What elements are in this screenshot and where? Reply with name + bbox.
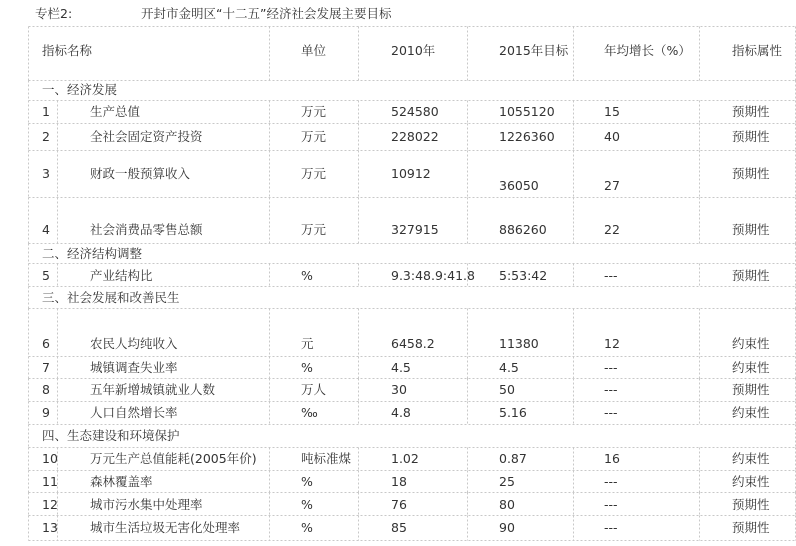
table-cell-v2015: 4.5 [499, 360, 519, 375]
table-cell-name: 社会消费品零售总额 [90, 222, 203, 237]
table-cell-v2010: 6458.2 [391, 336, 435, 351]
table-cell-name: 全社会固定资产投资 [90, 129, 203, 144]
table-cell-name: 农民人均纯收入 [90, 336, 178, 351]
table-cell-name: 万元生产总值能耗(2005年价) [90, 451, 257, 466]
table-cell-num: 11 [42, 474, 58, 489]
table-cell-num: 4 [42, 222, 50, 237]
column-header: 年均增长（%） [604, 43, 691, 58]
table-cell-name: 生产总值 [90, 104, 141, 119]
table-cell-v2015: 5.16 [499, 405, 527, 420]
table-cell-unit: % [301, 497, 313, 512]
table-cell-name: 城市污水集中处理率 [90, 497, 203, 512]
table-cell-attr: 约束性 [732, 451, 770, 466]
column-header: 2015年目标 [499, 43, 569, 58]
table-cell-attr: 约束性 [732, 405, 770, 420]
table-cell-num: 10 [42, 451, 58, 466]
table-cell-growth: --- [604, 405, 618, 420]
table-cell-v2010: 30 [391, 382, 407, 397]
section-heading: 四、生态建设和环境保护 [42, 428, 180, 443]
table-cell-attr: 约束性 [732, 474, 770, 489]
table-cell-unit: % [301, 268, 313, 283]
table-cell-growth: --- [604, 520, 618, 535]
table-cell-v2015: 50 [499, 382, 515, 397]
table-cell-unit: % [301, 474, 313, 489]
table-cell-v2015: 1055120 [499, 104, 555, 119]
table-cell-name: 人口自然增长率 [90, 405, 178, 420]
table-cell-attr: 预期性 [732, 104, 770, 119]
column-header: 指标属性 [732, 43, 783, 58]
table-cell-num: 7 [42, 360, 50, 375]
column-header: 指标名称 [42, 43, 93, 58]
table-cell-v2010: 228022 [391, 129, 439, 144]
table-cell-v2015: 5:53:42 [499, 268, 548, 283]
table-cell-unit: 万人 [301, 382, 327, 397]
column-header: 2010年 [391, 43, 436, 58]
table-cell-growth: --- [604, 497, 618, 512]
table-cell-v2015: 80 [499, 497, 515, 512]
column-header: 单位 [301, 43, 327, 58]
table-cell-growth: --- [604, 360, 618, 375]
table-cell-v2015: 1226360 [499, 129, 555, 144]
table-cell-attr: 预期性 [732, 129, 770, 144]
section-heading: 三、社会发展和改善民生 [42, 290, 180, 305]
section-heading: 一、经济发展 [42, 82, 118, 97]
table-cell-num: 5 [42, 268, 50, 283]
table-cell-unit: % [301, 520, 313, 535]
table-cell-growth: 40 [604, 129, 620, 144]
table-cell-unit: 万元 [301, 222, 327, 237]
table-cell-unit: % [301, 360, 313, 375]
table-cell-v2015: 90 [499, 520, 515, 535]
table-cell-num: 12 [42, 497, 58, 512]
table-cell-num: 6 [42, 336, 50, 351]
table-cell-attr: 预期性 [732, 222, 770, 237]
table-cell-v2010: 76 [391, 497, 407, 512]
title-text: 开封市金明区“十二五”经济社会发展主要目标 [141, 6, 392, 21]
table-cell-growth: 27 [604, 178, 620, 193]
table-cell-num: 13 [42, 520, 58, 535]
table-cell-name: 财政一般预算收入 [90, 166, 191, 181]
table-cell-attr: 预期性 [732, 268, 770, 283]
table-cell-num: 8 [42, 382, 50, 397]
table-cell-unit: 元 [301, 336, 314, 351]
title-label: 专栏2: [35, 6, 73, 21]
table-cell-attr: 预期性 [732, 166, 770, 181]
table-cell-num: 2 [42, 129, 50, 144]
table-cell-growth: --- [604, 268, 618, 283]
table-cell-v2015: 886260 [499, 222, 547, 237]
table-cell-unit: 吨标准煤 [301, 451, 352, 466]
table-cell-v2010: 524580 [391, 104, 439, 119]
table-cell-v2015: 36050 [499, 178, 539, 193]
table-cell-num: 1 [42, 104, 50, 119]
table-cell-attr: 约束性 [732, 360, 770, 375]
table-cell-growth: 16 [604, 451, 620, 466]
section-heading: 二、经济结构调整 [42, 246, 143, 261]
table-cell-unit: 万元 [301, 166, 327, 181]
table-cell-unit: 万元 [301, 129, 327, 144]
table-cell-name: 森林覆盖率 [90, 474, 153, 489]
table-cell-v2015: 11380 [499, 336, 539, 351]
table-cell-v2015: 25 [499, 474, 515, 489]
table-cell-v2010: 9.3:48.9:41.8 [391, 268, 475, 283]
table-cell-name: 城市生活垃圾无害化处理率 [90, 520, 241, 535]
table-cell-growth: --- [604, 382, 618, 397]
table-cell-v2010: 85 [391, 520, 407, 535]
table-cell-attr: 约束性 [732, 336, 770, 351]
table-cell-v2010: 10912 [391, 166, 431, 181]
table-cell-name: 产业结构比 [90, 268, 153, 283]
table-cell-growth: 22 [604, 222, 620, 237]
table-cell-growth: 12 [604, 336, 620, 351]
table-cell-num: 3 [42, 166, 50, 181]
table-cell-v2010: 18 [391, 474, 407, 489]
table-cell-v2010: 4.8 [391, 405, 411, 420]
table-cell-name: 五年新增城镇就业人数 [90, 382, 216, 397]
table-cell-v2015: 0.87 [499, 451, 527, 466]
table-cell-attr: 预期性 [732, 520, 770, 535]
table-cell-v2010: 4.5 [391, 360, 411, 375]
table-cell-v2010: 1.02 [391, 451, 419, 466]
table-cell-growth: 15 [604, 104, 620, 119]
table-cell-unit: 万元 [301, 104, 327, 119]
table-cell-name: 城镇调查失业率 [90, 360, 178, 375]
table-cell-attr: 预期性 [732, 497, 770, 512]
table-cell-v2010: 327915 [391, 222, 439, 237]
table-cell-attr: 预期性 [732, 382, 770, 397]
table-cell-unit: ‰ [301, 405, 318, 420]
table-cell-num: 9 [42, 405, 50, 420]
table-cell-growth: --- [604, 474, 618, 489]
